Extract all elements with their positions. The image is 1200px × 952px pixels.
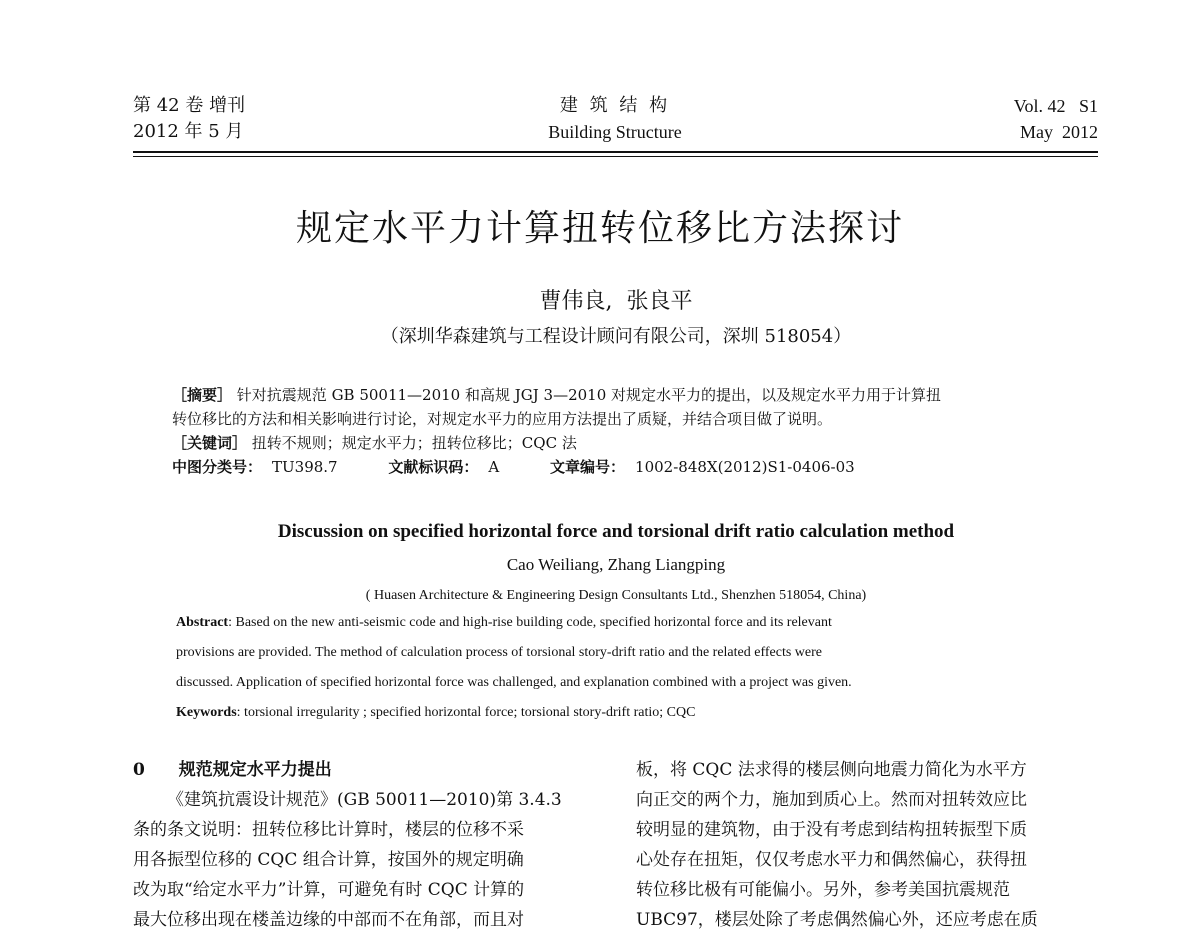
clc-value: TU398.7 — [272, 458, 338, 476]
english-abstract — [176, 608, 1056, 728]
english-abstract-line1: : Based on the new anti-seismic code and high-rise building code, specified horizontal force and its relevant — [228, 615, 832, 630]
body-right-line: 向正交的两个力，施加到质心上。然而对扭转效应比 — [636, 790, 1027, 810]
english-keywords-text: : torsional irregularity ; specified horizontal force; torsional story-drift ratio; CQC — [236, 705, 696, 720]
date-en: May 2012 — [1020, 122, 1098, 142]
body-right-line: 较明显的建筑物，由于没有考虑到结构扭转振型下质 — [636, 820, 1027, 840]
body-right-line: UBC97，楼层处除了考虑偶然偏心外，还应考虑在质 — [636, 910, 1038, 930]
journal-name-en: Building Structure — [548, 122, 682, 142]
header-left — [133, 93, 245, 145]
classification-line — [172, 455, 1052, 479]
english-keywords-label: Keywords — [176, 705, 237, 720]
english-authors: Cao Weiliang, Zhang Liangping — [506, 555, 726, 574]
header-rule-thin — [133, 156, 1098, 157]
abstract-cn — [172, 383, 1052, 479]
article-authors: 曹伟良, 张良平 — [539, 289, 693, 314]
article-title: 规定水平力计算扭转位移比方法探讨 — [295, 208, 904, 249]
section-title: 规范规定水平力提出 — [178, 760, 332, 780]
article-affiliation: （深圳华森建筑与工程设计顾问有限公司，深圳 518054） — [380, 326, 852, 347]
english-abstract-label: Abstract — [176, 615, 229, 630]
doc-code-label: 文献标识码： — [388, 458, 479, 476]
article-number-label: 文章编号： — [550, 458, 626, 476]
header-rule-thick — [133, 151, 1098, 153]
body-right-line: 转位移比极有可能偏小。另外，参考美国抗震规范 — [636, 880, 1010, 900]
abstract-cn-label: ［摘要］ — [172, 386, 233, 404]
volume-issue-en: Vol. 42 S1 — [1013, 96, 1098, 116]
keywords-cn-text: 扭转不规则；规定水平力；扭转位移比；CQC 法 — [251, 434, 577, 452]
body-left-line: 改为取“给定水平力”计算，可避免有时 CQC 计算的 — [133, 880, 525, 900]
body-right-column — [636, 755, 1106, 935]
article-number-value: 1002-848X(2012)S1-0406-03 — [635, 458, 855, 476]
body-left-line: 条的条文说明：扭转位移比计算时，楼层的位移不采 — [133, 820, 524, 840]
body-left-line: 最大位移出现在楼盖边缘的中部而不在角部，而且对 — [133, 910, 524, 930]
journal-name-cn: 建 筑 结 构 — [559, 95, 671, 116]
section-number: 0 — [133, 760, 145, 780]
body-right-line: 板，将 CQC 法求得的楼层侧向地震力简化为水平方 — [636, 760, 1027, 780]
volume-issue-cn: 第 42 卷 增刊 — [133, 95, 246, 116]
body-left-line: 《建筑抗震设计规范》(GB 50011—2010)第 3.4.3 — [167, 790, 562, 810]
doc-code-value: A — [488, 458, 500, 476]
english-abstract-line2: provisions are provided. The method of calculation process of torsional story-drift ratio and the related effects were — [176, 645, 822, 660]
keywords-cn-label: ［关键词］ — [172, 434, 248, 452]
header-right — [900, 93, 1098, 145]
body-right-line: 心处存在扭矩，仅仅考虑水平力和偶然偏心，获得扭 — [636, 850, 1027, 870]
english-abstract-line3: discussed. Application of specified horizontal force was challenged, and explanation combined with a project was given. — [176, 675, 852, 690]
english-affiliation: ( Huasen Architecture & Engineering Design Consultants Ltd., Shenzhen 518054, China) — [365, 588, 867, 603]
header-center — [470, 93, 760, 145]
date-cn: 2012 年 5 月 — [133, 121, 244, 142]
clc-label: 中图分类号： — [172, 458, 263, 476]
section-heading — [133, 755, 613, 785]
body-left-line: 用各振型位移的 CQC 组合计算，按国外的规定明确 — [133, 850, 524, 870]
abstract-cn-line1: 针对抗震规范 GB 50011—2010 和高规 JGJ 3—2010 对规定水平力的提出，以及规定水平力用于计算扭 — [236, 386, 942, 404]
abstract-cn-line2: 转位移比的方法和相关影响进行讨论，对规定水平力的应用方法提出了质疑，并结合项目做了说明。 — [172, 410, 833, 428]
english-title: Discussion on specified horizontal force and torsional drift ratio calculation method — [277, 521, 955, 542]
body-left-column — [133, 755, 613, 935]
